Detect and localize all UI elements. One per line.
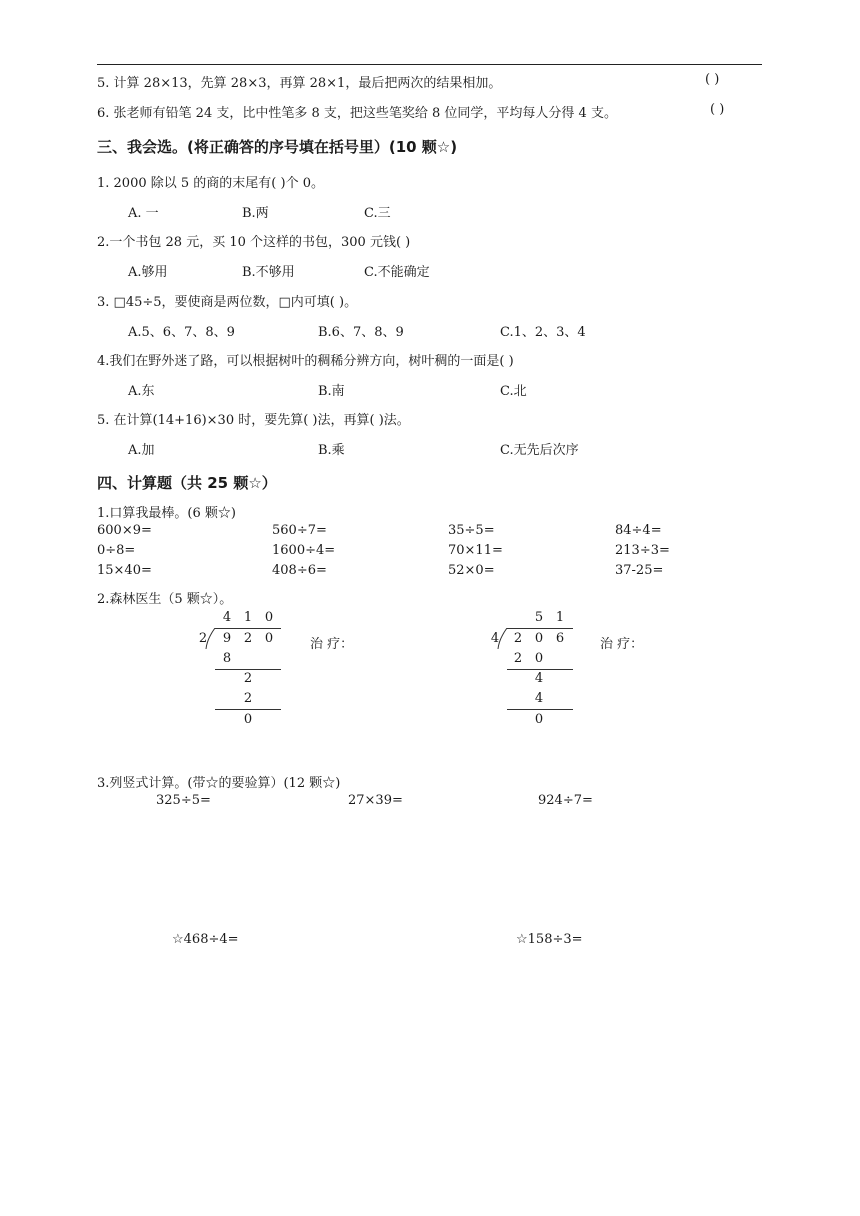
choice-q1-option-c[interactable]: C.三 (364, 206, 391, 221)
oral-item: 600×9= (97, 523, 152, 538)
step-digit: 2 (243, 671, 253, 686)
step-bar (215, 709, 281, 710)
dividend-digit: 9 (222, 631, 232, 646)
choice-q3-stem: 3. □45÷5，要使商是两位数，□内可填( )。 (97, 295, 358, 310)
quotient-digit: 1 (555, 610, 565, 625)
oral-item: 408÷6= (272, 563, 327, 578)
dividend-digit: 0 (534, 631, 544, 646)
vertical-item: 924÷7= (538, 793, 593, 808)
division-bar (215, 628, 281, 629)
quotient-digit: 0 (264, 610, 274, 625)
choice-q5-option-b[interactable]: B.乘 (318, 443, 345, 458)
treat-label-2: 治 疗： (600, 637, 644, 652)
step-digit: 2 (243, 691, 253, 706)
oral-item: 0÷8= (97, 543, 136, 558)
vertical-item: 27×39= (348, 793, 403, 808)
choice-q2-option-b[interactable]: B.不够用 (242, 265, 295, 280)
choice-q5-option-a[interactable]: A.加 (128, 443, 155, 458)
step-digit: 0 (534, 651, 544, 666)
vertical-item: 325÷5= (156, 793, 211, 808)
vertical-item: ☆158÷3= (516, 932, 583, 947)
section4-title: 四、计算题（共 25 颗☆） (97, 474, 277, 492)
dividend-digit: 6 (555, 631, 565, 646)
oral-item: 560÷7= (272, 523, 327, 538)
oral-item: 37-25= (615, 563, 664, 578)
choice-q3-option-c[interactable]: C.1、2、3、4 (500, 325, 586, 340)
quotient-digit: 4 (222, 610, 232, 625)
step-bar (215, 669, 281, 670)
choice-q1-stem: 1. 2000 除以 5 的商的末尾有( )个 0。 (97, 176, 324, 191)
choice-q4-stem: 4.我们在野外迷了路，可以根据树叶的稠稀分辨方向，树叶稠的一面是( ) (97, 354, 514, 369)
choice-q1-option-a[interactable]: A. 一 (128, 206, 159, 221)
dividend-digit: 0 (264, 631, 274, 646)
step-bar (507, 669, 573, 670)
oral-item: 84÷4= (615, 523, 662, 538)
choice-q3-option-a[interactable]: A.5、6、7、8、9 (128, 325, 235, 340)
oral-item: 213÷3= (615, 543, 670, 558)
vertical-item: ☆468÷4= (172, 932, 239, 947)
choice-q4-option-c[interactable]: C.北 (500, 384, 527, 399)
oral-item: 15×40= (97, 563, 152, 578)
step-digit: 4 (534, 671, 544, 686)
quotient-digit: 1 (243, 610, 253, 625)
remainder-digit: 0 (243, 712, 253, 727)
choice-q2-stem: 2.一个书包 28 元，买 10 个这样的书包，300 元钱( ) (97, 235, 411, 250)
dividend-digit: 2 (513, 631, 523, 646)
oral-title: 1.口算我最棒。(6 颗☆) (97, 506, 236, 521)
remainder-digit: 0 (534, 712, 544, 727)
oral-item: 35÷5= (448, 523, 495, 538)
choice-q5-option-c[interactable]: C.无先后次序 (500, 443, 579, 458)
division-bar (507, 628, 573, 629)
judge-q5: 5. 计算 28×13，先算 28×3，再算 28×1，最后把两次的结果相加。 (97, 76, 502, 91)
divisor: 4 (490, 631, 500, 646)
choice-q1-option-b[interactable]: B.两 (242, 206, 269, 221)
treat-label-1: 治 疗： (310, 637, 354, 652)
judge-q6: 6. 张老师有铅笔 24 支，比中性笔多 8 支，把这些笔奖给 8 位同学，平均每人分得 4 支。 (97, 106, 617, 121)
judge-q5-paren[interactable]: ( ) (705, 72, 720, 87)
vertical-title: 3.列竖式计算。(带☆的要验算）(12 颗☆) (97, 776, 341, 791)
section3-title: 三、我会选。(将正确答的序号填在括号里）(10 颗☆) (97, 138, 458, 156)
step-digit: 2 (513, 651, 523, 666)
choice-q5-stem: 5. 在计算(14+16)×30 时，要先算( )法，再算( )法。 (97, 413, 410, 428)
step-digit: 4 (534, 691, 544, 706)
choice-q2-option-c[interactable]: C.不能确定 (364, 265, 430, 280)
doctor-title: 2.森林医生（5 颗☆）。 (97, 592, 233, 607)
step-digit: 8 (222, 651, 232, 666)
oral-item: 52×0= (448, 563, 495, 578)
choice-q4-option-b[interactable]: B.南 (318, 384, 345, 399)
step-bar (507, 709, 573, 710)
oral-item: 1600÷4= (272, 543, 336, 558)
choice-q4-option-a[interactable]: A.东 (128, 384, 155, 399)
oral-item: 70×11= (448, 543, 503, 558)
top-rule (97, 64, 762, 65)
choice-q3-option-b[interactable]: B.6、7、8、9 (318, 325, 404, 340)
quotient-digit: 5 (534, 610, 544, 625)
choice-q2-option-a[interactable]: A.够用 (128, 265, 168, 280)
dividend-digit: 2 (243, 631, 253, 646)
judge-q6-paren[interactable]: ( ) (710, 102, 725, 117)
divisor: 2 (198, 631, 208, 646)
